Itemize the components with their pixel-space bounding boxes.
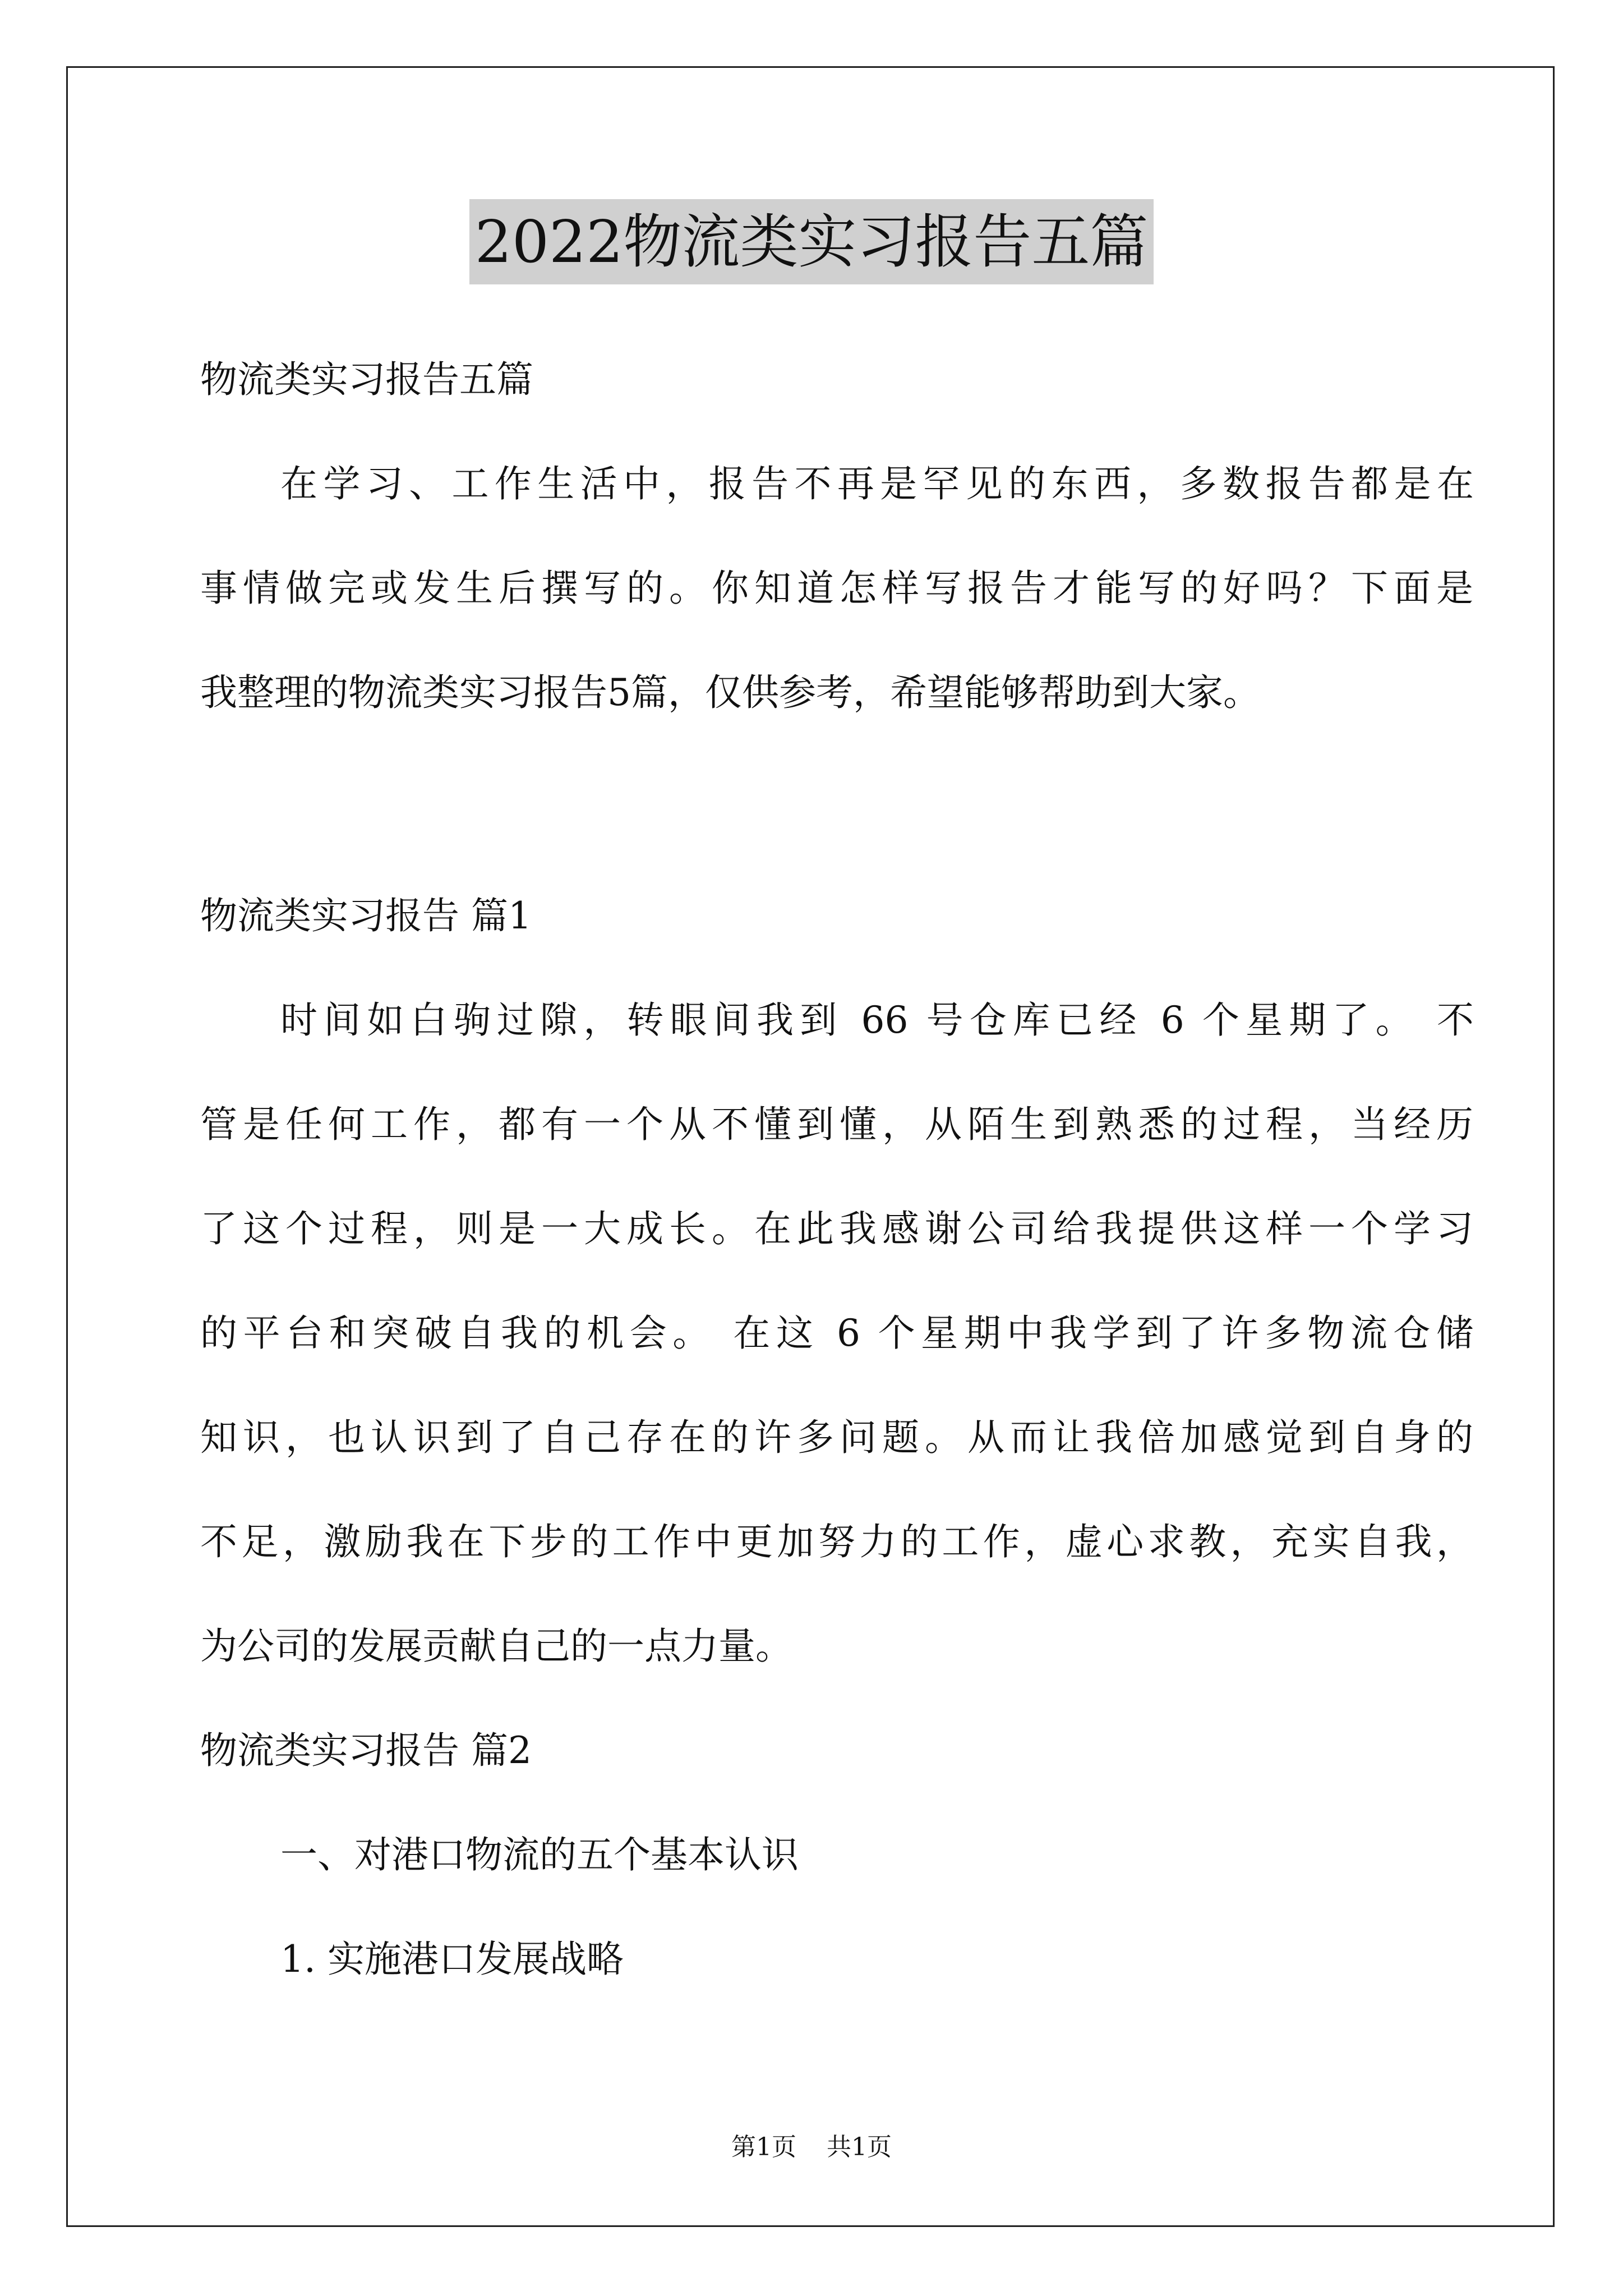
page-number: 第1页 [731,2133,796,2161]
title-container [0,199,1623,284]
section1-line-1: 时间如白驹过隙，转眼间我到 66 号仓库已经 6 个星期了。 不 [280,999,1474,1042]
intro-line-1: 在学习、工作生活中，报告不再是罕见的东西，多数报告都是在 [280,462,1474,505]
intro-line-3: 我整理的物流类实习报告5篇，仅供参考，希望能够帮助到大家。 [200,671,1260,714]
section2-item-2: 1. 实施港口发展战略 [280,1938,624,1981]
section2-heading: 物流类实习报告 篇2 [200,1729,532,1772]
page-footer [0,2131,1623,2164]
section1-line-7: 为公司的发展贡献自己的一点力量。 [200,1625,792,1668]
section1-line-3: 了这个过程，则是一大成长。在此我感谢公司给我提供这样一个学习 [200,1207,1473,1250]
page-total: 共1页 [827,2133,892,2161]
section1-line-4: 的平台和突破自我的机会。 在这 6 个星期中我学到了许多物流仓储 [200,1312,1473,1355]
section1-line-5: 知识，也认识到了自己存在的许多问题。从而让我倍加感觉到自身的 [200,1416,1473,1459]
section1-line-2: 管是任何工作，都有一个从不懂到懂，从陌生到熟悉的过程，当经历 [200,1103,1473,1146]
section1-heading: 物流类实习报告 篇1 [200,894,532,937]
intro-line-2: 事情做完或发生后撰写的。你知道怎样写报告才能写的好吗？下面是 [200,567,1473,610]
section2-item-1: 一、对港口物流的五个基本认识 [280,1833,799,1876]
subtitle: 物流类实习报告五篇 [200,358,533,401]
section1-line-6: 不足，激励我在下步的工作中更加努力的工作，虚心求教，充实自我， [200,1520,1473,1563]
document-title: 2022物流类实习报告五篇 [469,199,1154,284]
